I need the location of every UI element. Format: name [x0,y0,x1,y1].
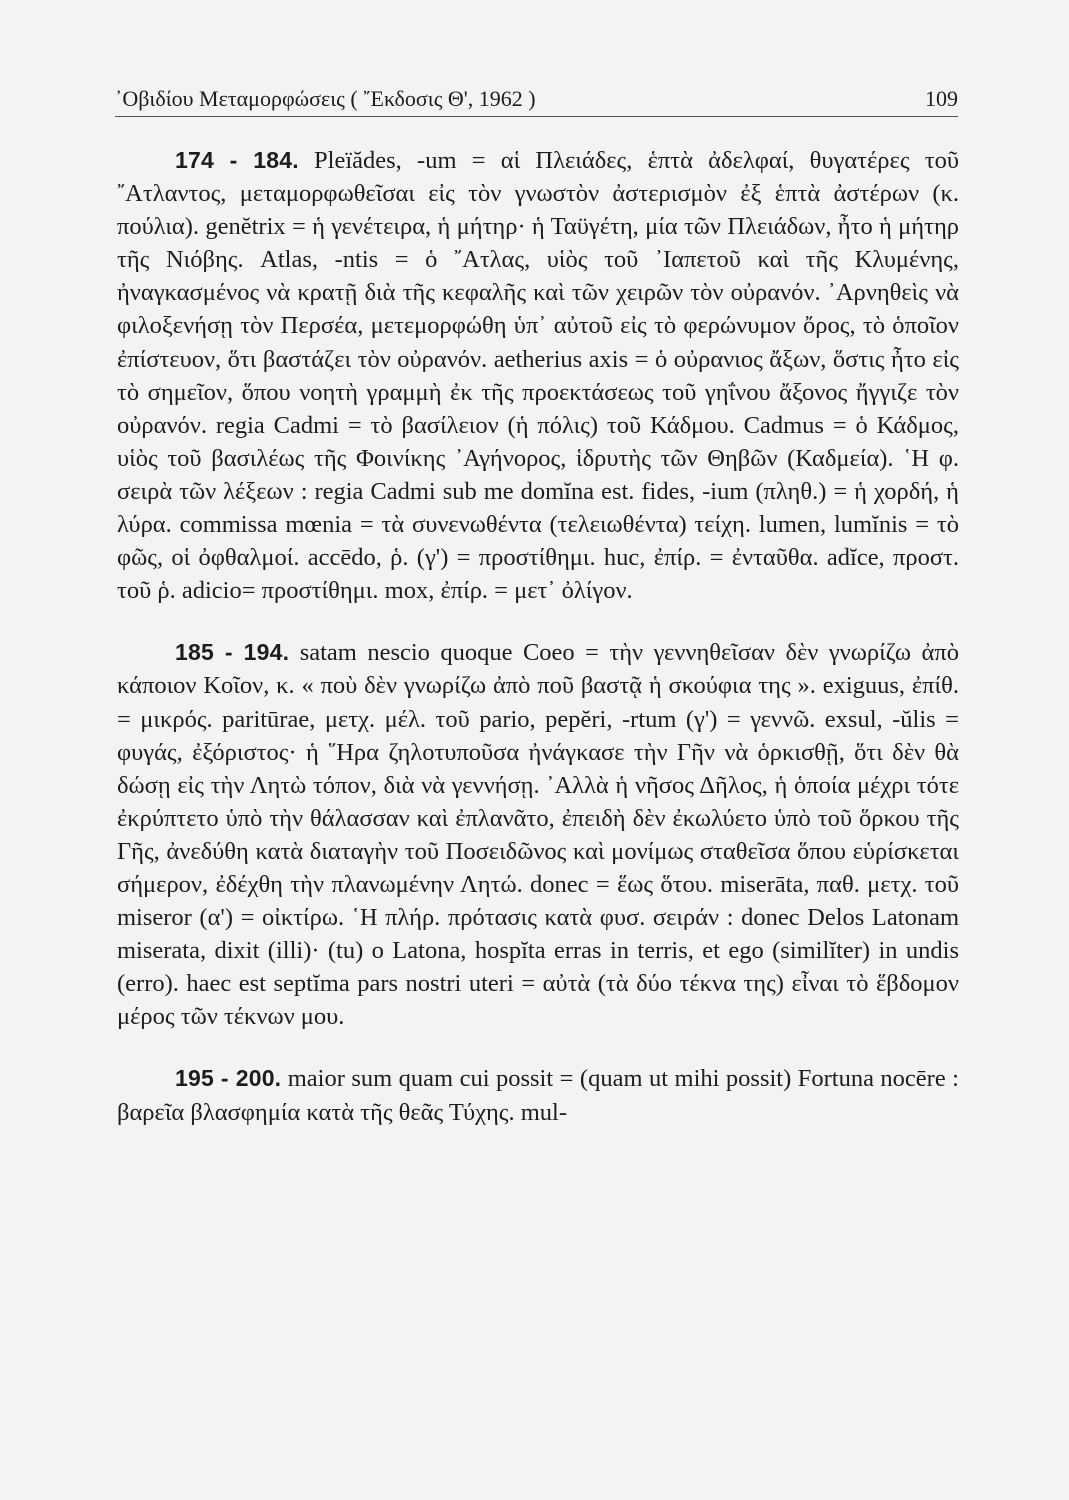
commentary-entry [117,144,959,607]
entry-text: satam nescio quoque Coeo = τὴν γεννηθεῖσαν δὲν γνωρίζω ἀπὸ κάποιον Κοῖον, κ. « ποὺ δὲν γνωρίζω ἀπὸ ποῦ βαστᾷ ἡ σκούφια της ». exiguus, ἐπίθ. = μικρός. paritūrae, μετχ. μέλ. τοῦ pario, pepĕri, -rtum (γ') = γεννῶ. exsul, -ŭlis = φυγάς, ἐξόριστος· ἡ ῞Ηρα ζηλοτυποῦσα ἠνάγκασε τὴν Γῆν νὰ ὁρκισθῇ, ὅτι δὲν θὰ δώσῃ εἰς τὴν Λητὼ τόπον, διὰ νὰ γεννήσῃ. ᾿Αλλὰ ἡ νῆσος Δῆλος, ἡ ὁποία μέχρι τότε ἐκρύπτετο ὑπὸ τὴν θάλασσαν καὶ ἐπλανᾶτο, ἐπειδὴ δὲν ἐκωλύετο ὑπὸ τοῦ ὅρκου τῆς Γῆς, ἀνεδύθη κατὰ διαταγὴν τοῦ Ποσειδῶνος καὶ μονίμως σταθεῖσα ὅπου εὑρίσκεται σήμερον, ἐδέχθη τὴν πλανωμένην Λητώ. donec = ἕως ὅτου. miserāta, παθ. μετχ. τοῦ miseror (α') = οἰκτίρω. ῾Η πλήρ. πρότασις κατὰ φυσ. σειράν : donec Delos Latonam miserata, dixit (illi)· (tu) o Latona, hospĭta erras in terris, et ego (similĭter) in undis (erro). haec est septĭma pars nostri uteri = αὐτὰ (τὰ δύο τέκνα της) εἶναι τὸ ἕβδομον μέρος τῶν τέκνων μου. [117,639,959,1031]
running-header [115,82,958,117]
verse-range: 195 - 200. [175,1065,282,1092]
entry-text: Pleïădes, -um = αἱ Πλειάδες, ἑπτὰ ἀδελφαί, θυγατέρες τοῦ ῎Ατλαντος, μεταμορφωθεῖσαι εἰς τὸν γνωστὸν ἀστερισμὸν ἐξ ἑπτὰ ἀστέρων (κ. πούλια). genĕtrix = ἡ γενέτειρα, ἡ μήτηρ· ἡ Ταϋγέτη, μία τῶν Πλειάδων, ἦτο ἡ μήτηρ τῆς Νιόβης. Atlas, -ntis = ὁ ῎Ατλας, υἱὸς τοῦ ᾿Ιαπετοῦ καὶ τῆς Κλυμένης, ἠναγκασμένος νὰ κρατῇ διὰ τῆς κεφαλῆς καὶ τῶν χειρῶν τὸν οὐρανόν. ᾿Αρνηθεὶς νὰ φιλοξενήσῃ τὸν Περσέα, μετεμορφώθη ὑπ᾿ αὐτοῦ εἰς τὸ φερώνυμον ὄρος, τὸ ὁποῖον ἐπίστευον, ὅτι βαστάζει τὸν οὐρανόν. aetherius axis = ὁ οὐρανιος ἄξων, ὅστις ἦτο εἰς τὸ σημεῖον, ὅπου νοητὴ γραμμὴ ἐκ τῆς προεκτάσεως τοῦ γηΐνου ἄξονος ἤγγιζε τὸν οὐρανόν. regia Cadmi = τὸ βασίλειον (ἡ πόλις) τοῦ Κάδμου. Cadmus = ὁ Κάδμος, υἱὸς τοῦ βασιλέως τῆς Φοινίκης ᾿Αγήνορος, ἱδρυτὴς τῶν Θηβῶν (Καδμεία). ῾Η φ. σειρὰ τῶν λέξεων : regia Cadmi sub me domĭna est. fides, -ium (πληθ.) = ἡ χορδή, ἡ λύρα. commissa mœnia = τὰ συνενωθέντα (τελειωθέντα) τείχη. lumen, lumĭnis = τὸ φῶς, οἱ ὀφθαλμοί. accēdo, ῥ. (γ') = προστίθημι. huc, ἐπίρ. = ἐνταῦθα. adĭce, προστ. τοῦ ῥ. adicio= προστίθημι. mox, ἐπίρ. = μετ᾿ ὀλίγον. [117,147,959,605]
page-number: 109 [925,86,958,111]
commentary-body [117,144,959,1129]
commentary-entry [117,636,959,1033]
running-title: ᾿Οβιδίου Μεταμορφώσεις ( ῎Εκδοσις Θ', 1962 ) [115,86,536,111]
commentary-entry [117,1062,959,1128]
entry-text: maior sum quam cui possit = (quam ut mihi possit) Fortuna nocēre : βαρεῖα βλασφημία κατὰ τῆς θεᾶς Τύχης. mul- [117,1065,959,1126]
verse-range: 174 - 184. [175,147,299,173]
verse-range: 185 - 194. [175,639,290,666]
